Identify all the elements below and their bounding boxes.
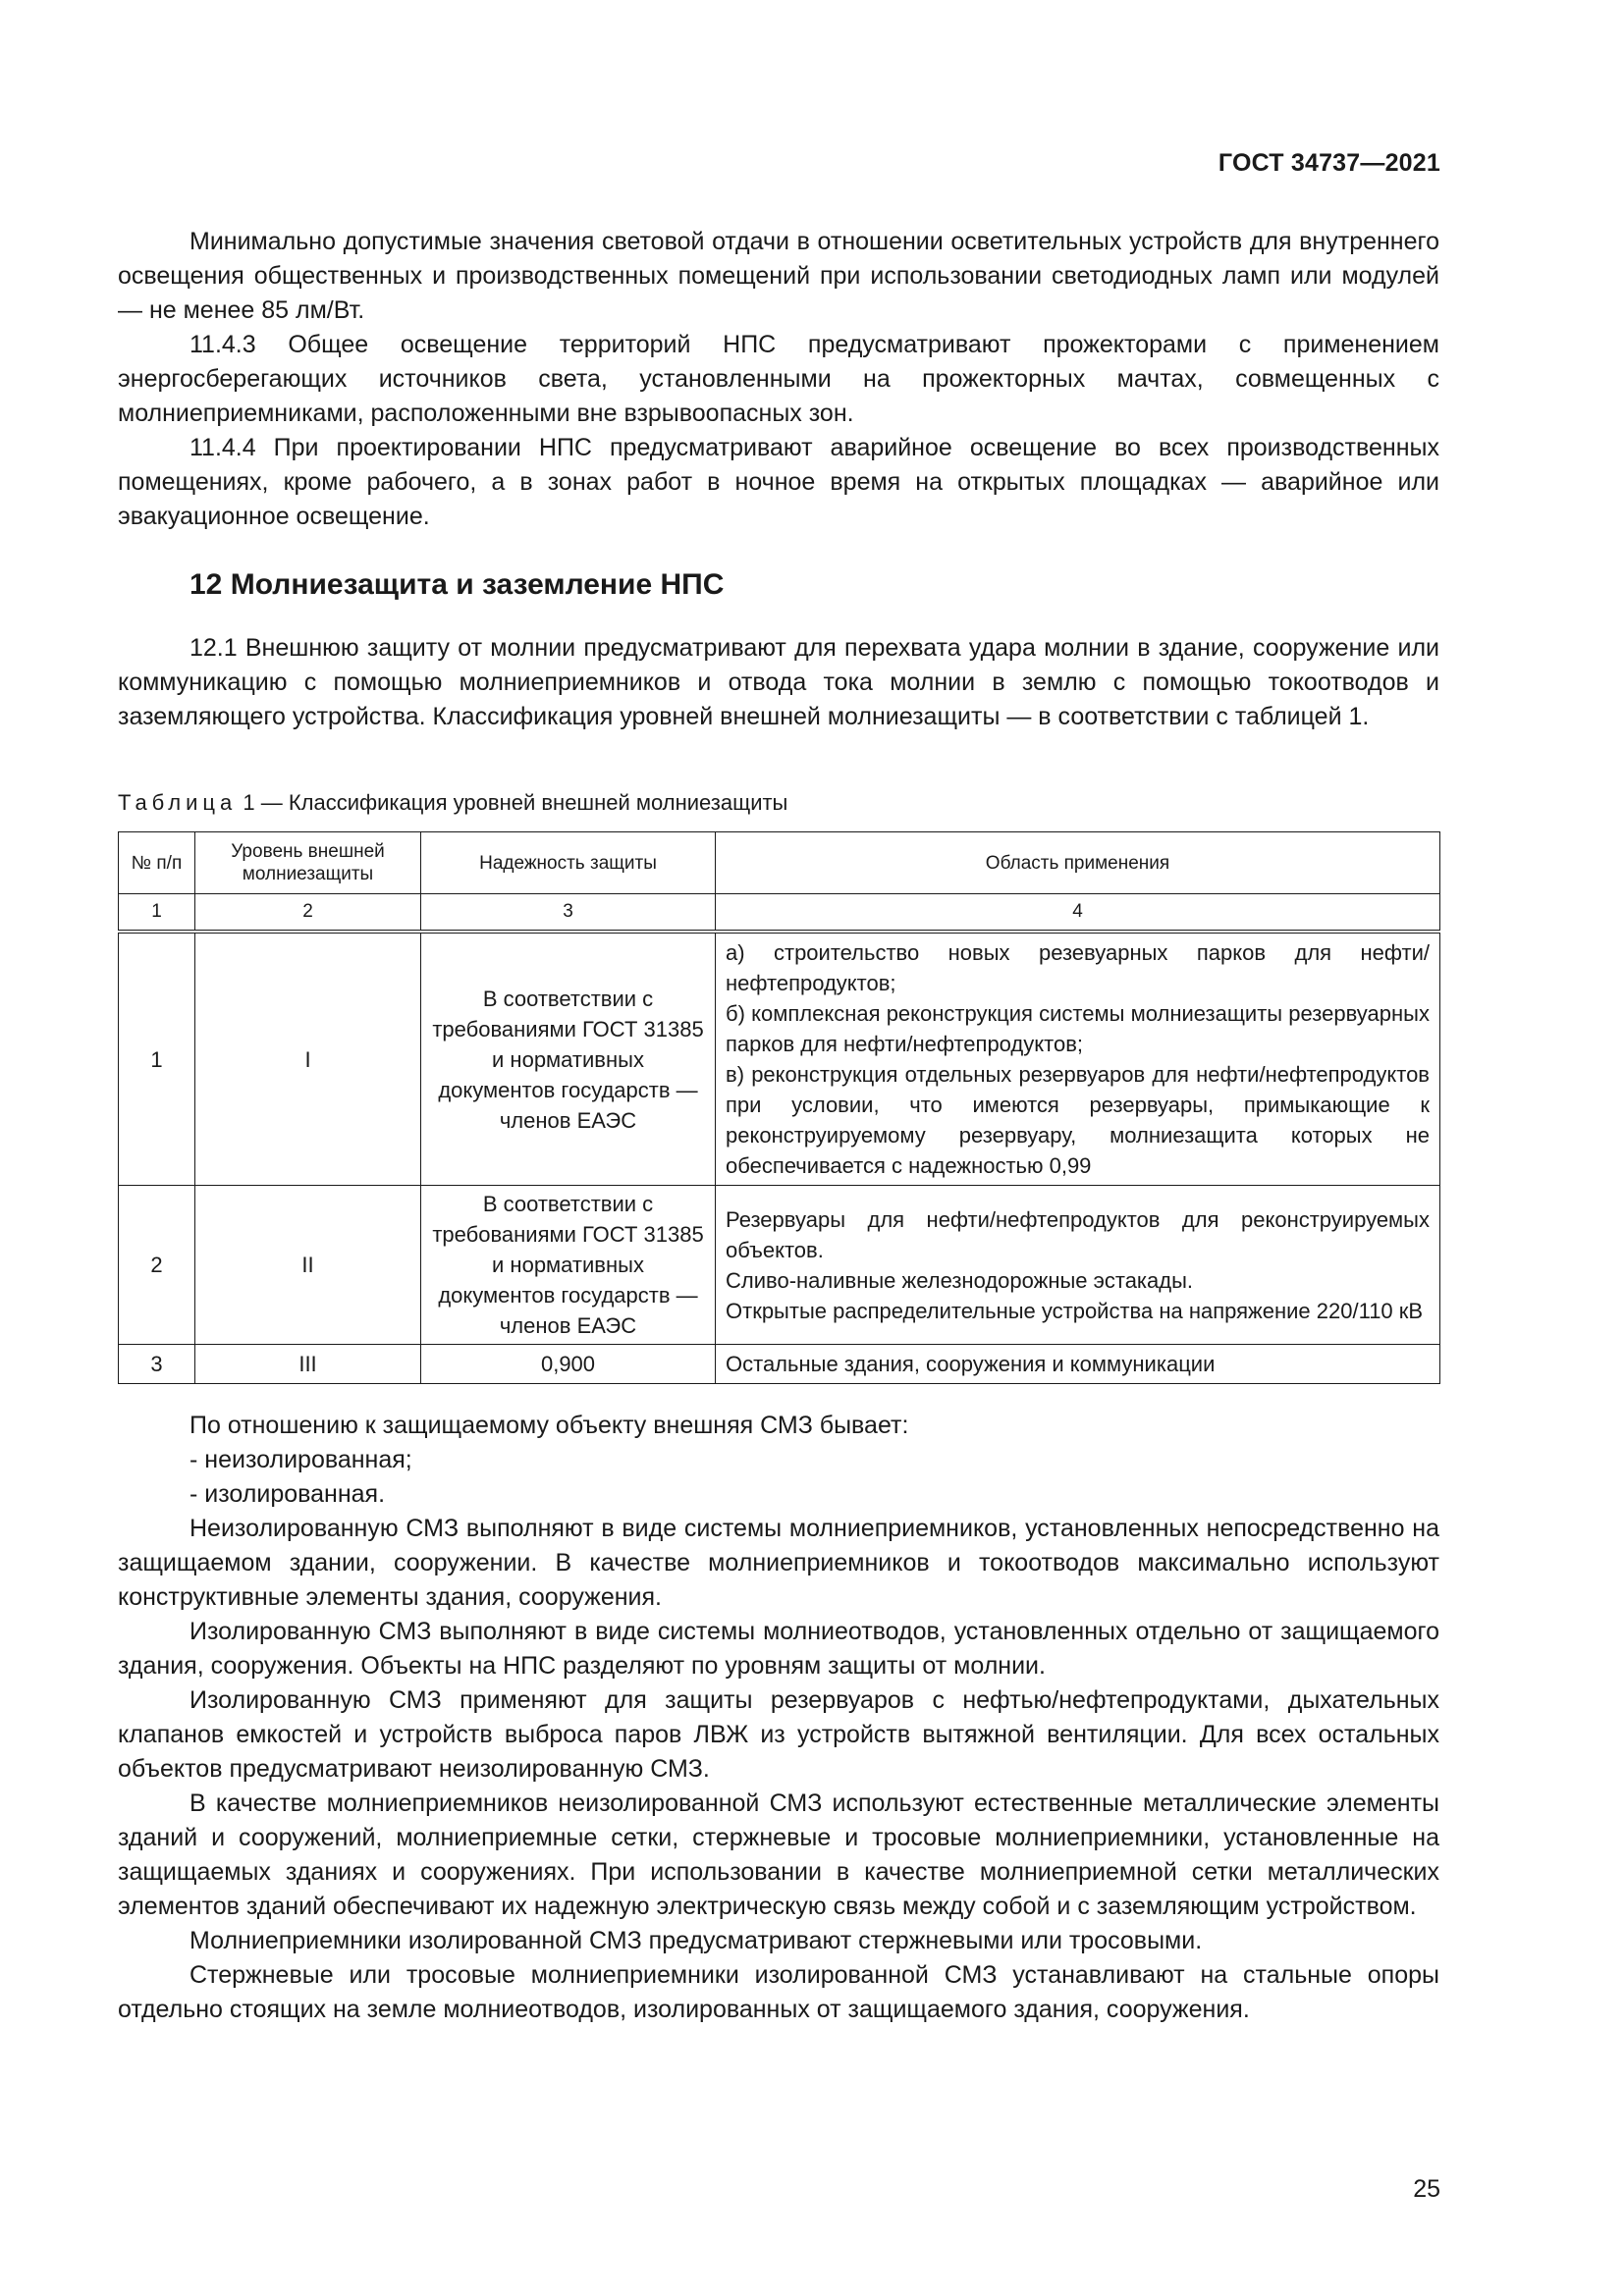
cell-area — [716, 1186, 1440, 1345]
cell-reliability: В соответствии с требованиями ГОСТ 31385 и нормативных документов государств — членов ЕАЭС — [421, 1186, 716, 1345]
area-item: Открытые распределительные устройства на напряжение 220/110 кВ — [726, 1298, 1424, 1323]
table-row — [119, 1345, 1440, 1384]
column-number-row — [119, 894, 1440, 933]
header-cell-level: Уровень внешней молниезащиты — [195, 832, 421, 894]
paragraph: Стержневые или тросовые молниеприемники изолированной СМЗ устанавливают на стальные опоры отдельно стоящих на земле молниеотводов, изолированных от защищаемого здания, сооружения. — [118, 1961, 1439, 2023]
paragraph: 11.4.3 Общее освещение территорий НПС предусматривают прожекторами с применением энергосберегающих источников света, установленными на прожекторных мачтах, совмещенных с молниеприемниками, расположенными вне взрывоопасных зон. — [118, 331, 1439, 427]
section-lighting-text — [118, 225, 1439, 534]
column-number: 1 — [119, 894, 195, 933]
table-caption-text: 1 — Классификация уровней внешней молниезащиты — [237, 790, 788, 815]
area-item: Резервуары для нефти/нефтепродуктов для реконструируемых объектов. — [726, 1206, 1430, 1262]
header-cell-reliability: Надежность защиты — [421, 832, 716, 894]
area-item: Остальные здания, сооружения и коммуникации — [726, 1352, 1216, 1376]
cell-level: III — [195, 1345, 421, 1384]
paragraph: Неизолированную СМЗ выполняют в виде системы молниеприемников, установленных непосредственно на защищаемом здании, сооружении. В качестве молниеприемников и токоотводов максимально используют конструктивные элементы здания, сооружения. — [118, 1515, 1439, 1611]
paragraph: Минимально допустимые значения световой отдачи в отношении осветительных устройств для внутреннего освещения общественных и производственных помещений при использовании светодиодных ламп или модулей — не менее 85 лм/Вт. — [118, 228, 1439, 324]
section-heading: 12 Молниезащита и заземление НПС — [189, 568, 725, 601]
cell-number: 3 — [119, 1345, 195, 1384]
table-row — [119, 1186, 1440, 1345]
paragraph: В качестве молниеприемников неизолированной СМЗ используют естественные металлические элементы зданий и сооружений, молниеприемные сетки, стержневые и тросовые молниеприемники, установленные на защищаемых зданиях и сооружениях. При использовании в качестве молниеприемной сетки металлических элементов зданий обеспечивают их надежную электрическую связь между собой и с заземляющим устройством. — [118, 1789, 1439, 1920]
paragraph: 11.4.4 При проектировании НПС предусматривают аварийное освещение во всех производственных помещениях, кроме рабочего, а в зонах работ в ночное время на открытых площадках — аварийное или эвакуационное освещение. — [118, 434, 1439, 530]
cell-reliability: В соответствии с требованиями ГОСТ 31385 и нормативных документов государств — членов ЕАЭС — [421, 932, 716, 1186]
cell-level: I — [195, 932, 421, 1186]
table-caption — [118, 788, 787, 818]
cell-area — [716, 1345, 1440, 1384]
paragraph: Молниеприемники изолированной СМЗ предусматривают стержневыми или тросовыми. — [189, 1927, 1203, 1954]
column-number: 3 — [421, 894, 716, 933]
area-item: б) комплексная реконструкция системы молниезащиты резервуарных парков для нефти/нефтепродуктов; — [726, 1001, 1430, 1056]
table-row — [119, 932, 1440, 1186]
cell-level: II — [195, 1186, 421, 1345]
area-item: в) реконструкция отдельных резервуаров для нефти/нефтепродуктов при условии, что имеются резервуары, примыкающие к реконструируемому резервуару, молниезащита которых не обеспечивается с надежностью 0,99 — [726, 1062, 1430, 1178]
section-lightning-intro — [118, 631, 1439, 734]
header-cell-area: Область применения — [716, 832, 1440, 894]
paragraph: 12.1 Внешнюю защиту от молнии предусматривают для перехвата удара молнии в здание, сооружение или коммуникацию с помощью молниеприемников и отвода тока молнии в землю с помощью токоотводов и заземляющего устройства. Классификация уровней внешней молниезащиты — в соответствии с таблицей 1. — [118, 634, 1439, 730]
header-cell-number: № п/п — [119, 832, 195, 894]
area-item: Сливо-наливные железнодорожные эстакады. — [726, 1267, 1194, 1293]
cell-area — [716, 932, 1440, 1186]
cell-number: 2 — [119, 1186, 195, 1345]
column-number: 2 — [195, 894, 421, 933]
cell-reliability: 0,900 — [421, 1345, 716, 1384]
paragraph: Изолированную СМЗ применяют для защиты резервуаров с нефтью/нефтепродуктами, дыхательных клапанов емкостей и устройств выброса паров ЛВЖ из устройств вытяжной вентиляции. Для всех остальных объектов предусматривают неизолированную СМЗ. — [118, 1686, 1439, 1783]
list-item: - неизолированная; — [189, 1446, 412, 1473]
document-id-header: ГОСТ 34737—2021 — [1218, 149, 1440, 177]
paragraph: По отношению к защищаемому объекту внешняя СМЗ бывает: — [189, 1412, 909, 1439]
table-caption-lead: Таблица — [118, 790, 238, 815]
paragraph: Изолированную СМЗ выполняют в виде системы молниеотводов, установленных отдельно от защищаемого здания, сооружения. Объекты на НПС разделяют по уровням защиты от молнии. — [118, 1618, 1439, 1680]
list-item: - изолированная. — [189, 1480, 386, 1508]
page-number: 25 — [1413, 2175, 1440, 2203]
section-smz-text — [118, 1409, 1439, 2027]
lightning-protection-table — [118, 831, 1440, 1384]
area-item: а) строительство новых резевуарных парков для нефти/нефтепродуктов; — [726, 940, 1430, 995]
table-header-row — [119, 832, 1440, 894]
cell-number: 1 — [119, 932, 195, 1186]
column-number: 4 — [716, 894, 1440, 933]
